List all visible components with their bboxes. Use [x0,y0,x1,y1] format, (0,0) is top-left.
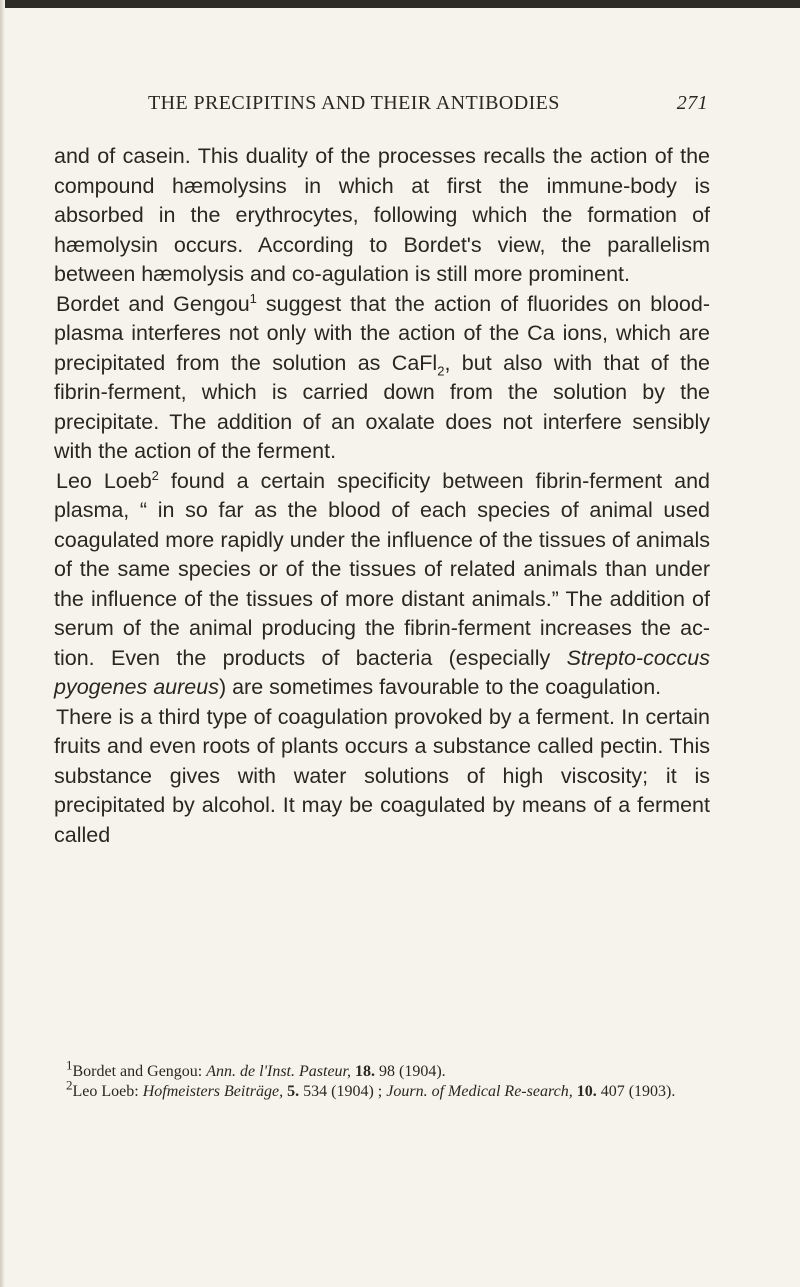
footnotes [56,1057,706,1102]
footnote-2-volume: 5. [283,1083,300,1100]
footnote-2-journal-2: Journ. of Medical Re-search, [386,1083,573,1100]
footnote-1-marker: 1 [66,1057,73,1073]
footnote-2-volume-2: 10. [572,1083,597,1100]
footnote-1-author: Bordet and Gengou: [72,1063,207,1080]
footnote-ref-2: 2 [151,467,159,483]
paragraph-3-text-a: Leo Loeb [56,468,152,493]
paragraph-2-text-c: , but also with that of the fibrin-ferment, which is carried down from the solution by the precipitate. The addition of an oxalate does not interfere sensibly with the action of the ferment. [54,350,710,463]
footnote-1-journal: Ann. de l'Inst. Pasteur, [206,1063,351,1080]
paragraph-4-text: There is a third type of coagulation provoked by a ferment. In certain fruits and even roots of plants occurs a substance called pectin. This substance gives with water solutions of high viscosity; it is precipitated by alcohol. It may be coagulated by means of a ferment called [54,704,710,847]
paragraph-3-text-c: ) are sometimes favourable to the coagulation. [218,675,662,699]
paragraph-2-text-a: Bordet and Gengou [56,291,250,316]
page-number: 271 [676,92,708,114]
page-left-edge [0,0,5,1287]
subscript-2: 2 [437,362,445,378]
running-title: THE PRECIPITINS AND THEIR ANTIBODIES [148,92,560,114]
footnote-2-rest: 407 (1903). [596,1083,676,1100]
page-top-edge [0,0,800,8]
paragraph-3 [54,467,710,703]
paragraph-2 [54,290,710,467]
running-header [148,92,708,115]
footnote-2-middle: 534 (1904) ; [299,1083,387,1100]
paragraph-3-text-b: found a certain specificity between fibrin-ferment and plasma, “ in so far as the blood of each species of animal used coagulated more rapidly under the influence of the tissues of animals of the same species or of the tissues of related animals than under the influence of the tissues of more distant animals.” The addition of serum of the animal producing the fibrin-ferment increases the ac-tion. Even the products of bacteria (especially [54,468,710,670]
footnote-2-marker: 2 [66,1077,73,1093]
paragraph-1 [54,142,710,290]
footnote-1-volume: 18. [351,1063,375,1080]
footnote-2-author: Leo Loeb: [72,1083,143,1100]
body-text [54,142,710,850]
footnote-2 [56,1077,706,1102]
paragraph-4 [54,703,710,851]
footnote-ref-1: 1 [249,290,257,306]
paragraph-2-text-b: suggest that the action of fluorides on blood-plasma interferes not only with the action of the Ca ions, which are precipitated from the solution as CaFl [54,291,710,375]
paragraph-1-text: and of casein. This duality of the processes recalls the action of the compound hæmolysins in which at first the immune-body is absorbed in the erythrocytes, following which the formation of hæmolysin occurs. According to Bordet's view, the parallelism between hæmolysis and co-agulation is still more prominent. [54,144,710,286]
footnote-2-journal: Hofmeisters Beiträge, [142,1083,284,1100]
footnote-1-rest: 98 (1904). [375,1063,446,1080]
species-name: Strepto-coccus pyogenes aureus [54,645,710,699]
footnote-1 [56,1057,706,1082]
